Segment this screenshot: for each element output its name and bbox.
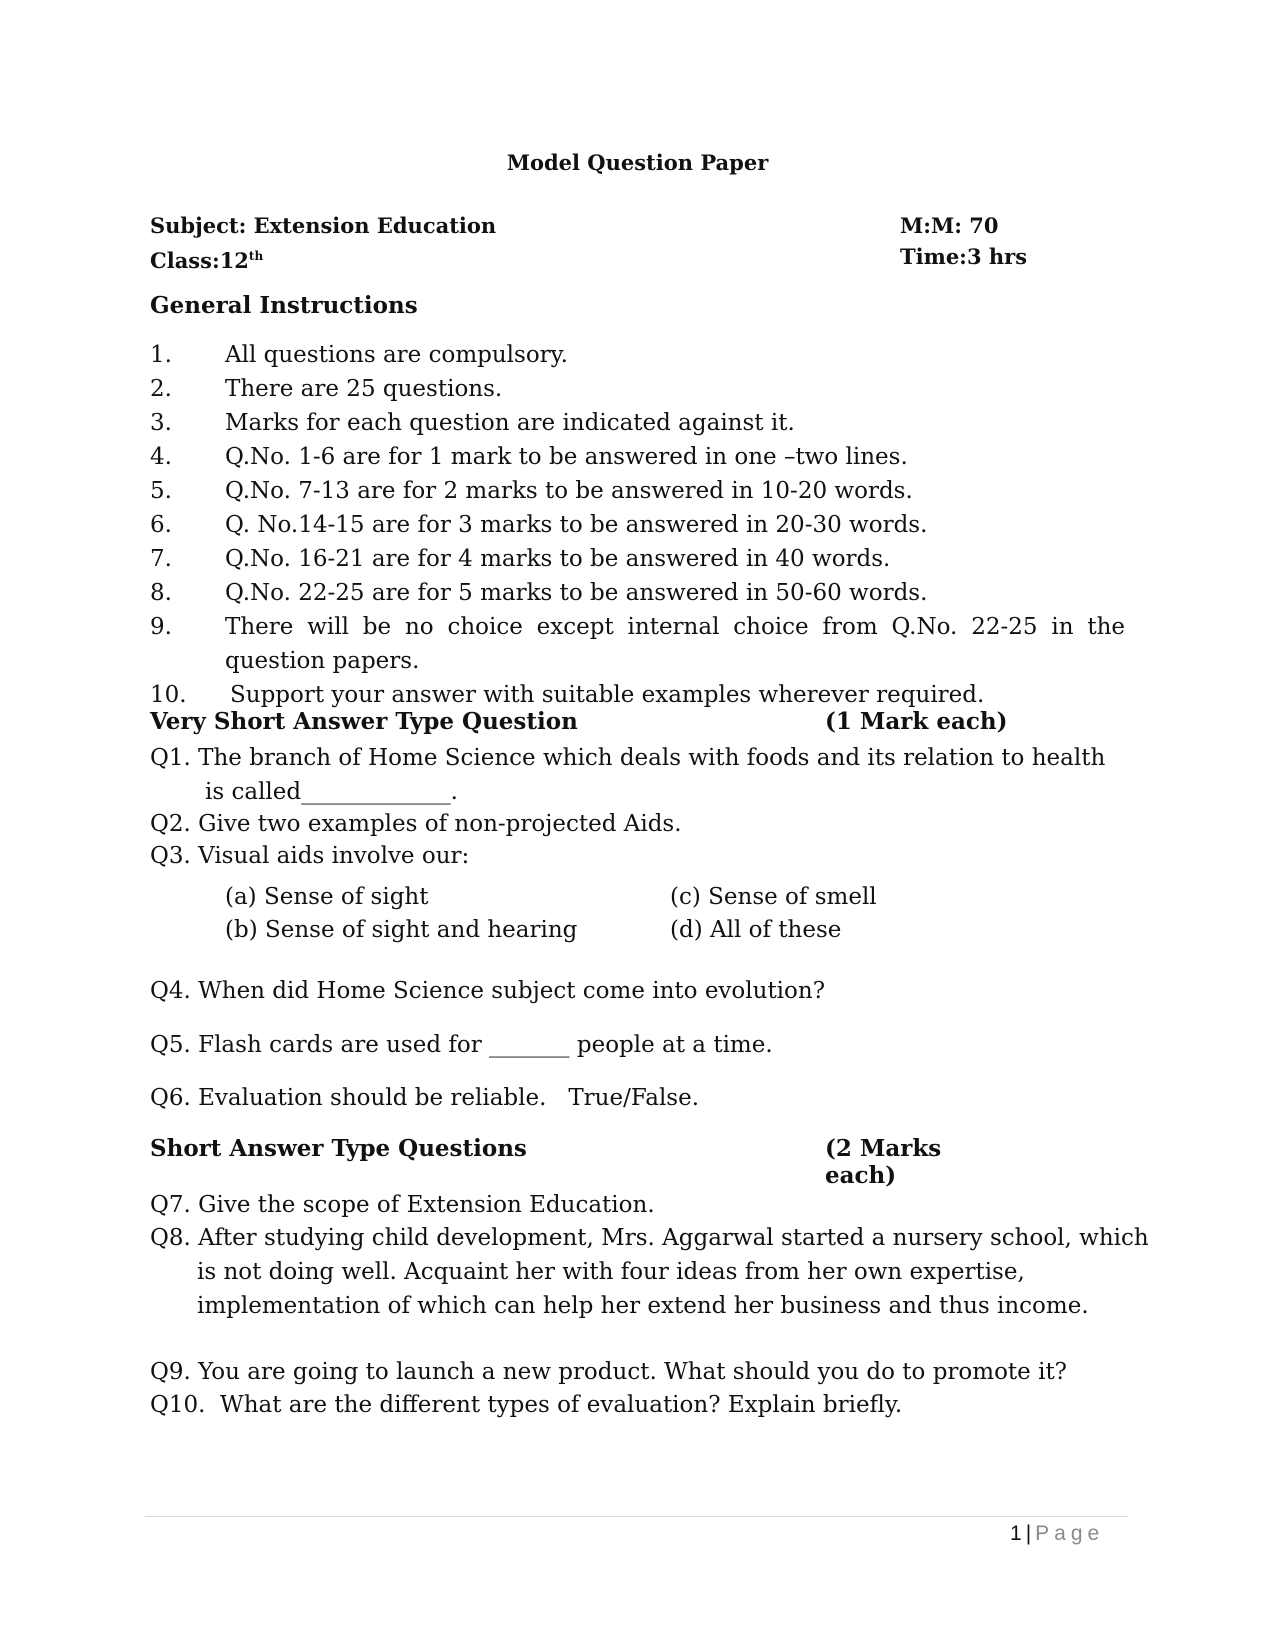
time-allowed: Time:3 hrs (900, 244, 1028, 269)
option-a: (a) Sense of sight (225, 884, 429, 910)
question-8: Q8. After studying child development, Mrs. Aggarwal started a nursery school, which is not doing well. Acquaint her with four ideas from her own expertise, implementation of which can help her extend her business and thus income. (150, 1225, 1149, 1319)
option-d: (d) All of these (670, 917, 842, 943)
class-line (150, 241, 496, 276)
option-c: (c) Sense of smell (670, 884, 877, 910)
instruction-item (150, 542, 1125, 576)
instructions-list (150, 338, 1125, 712)
instruction-number: 8. (150, 580, 172, 606)
instruction-number: 1. (150, 342, 172, 368)
instruction-item (150, 406, 1125, 440)
instruction-text: Q.No. 1-6 are for 1 mark to be answered in one –two lines. (225, 444, 908, 470)
question-9: Q9. You are going to launch a new product. What should you do to promote it? (150, 1359, 1068, 1385)
page-title: Model Question Paper (506, 150, 769, 175)
page-footer (1010, 1522, 1104, 1546)
instruction-item (150, 372, 1125, 406)
instruction-item (150, 338, 1125, 372)
question-4: Q4. When did Home Science subject come into evolution? (150, 978, 826, 1004)
question-7: Q7. Give the scope of Extension Education. (150, 1192, 655, 1218)
instruction-item (150, 610, 1125, 678)
section-b-marks: (2 Marks each) (825, 1135, 942, 1189)
option-b: (b) Sense of sight and hearing (225, 917, 578, 943)
instruction-text: All questions are compulsory. (225, 342, 568, 368)
instruction-number: 10. (150, 682, 187, 708)
page-number: 1 (1010, 1522, 1022, 1545)
section-a-marks: (1 Mark each) (825, 708, 1008, 735)
question-6: Q6. Evaluation should be reliable. True/False. (150, 1085, 700, 1111)
instruction-number: 6. (150, 512, 172, 538)
instruction-text: Q.No. 7-13 are for 2 marks to be answered in 10-20 words. (225, 478, 913, 504)
instruction-text: Support your answer with suitable examples wherever required. (230, 682, 985, 708)
instruction-item (150, 678, 1125, 712)
max-marks: M:M: 70 (900, 213, 999, 238)
instruction-number: 3. (150, 410, 172, 436)
instruction-item (150, 508, 1125, 542)
instruction-number: 4. (150, 444, 172, 470)
instruction-text: Marks for each question are indicated against it. (225, 410, 795, 436)
question-3: Q3. Visual aids involve our: (150, 843, 470, 869)
instruction-text: Q.No. 16-21 are for 4 marks to be answered in 40 words. (225, 546, 891, 572)
instruction-item (150, 440, 1125, 474)
footer-separator: | (1025, 1522, 1032, 1545)
question-2: Q2. Give two examples of non-projected Aids. (150, 811, 682, 837)
question-1: Q1. The branch of Home Science which deals with foods and its relation to health is called_____________. (150, 745, 1106, 805)
instruction-item (150, 576, 1125, 610)
footer-divider (145, 1516, 1128, 1517)
instruction-number: 7. (150, 546, 172, 572)
class-text: Class:12 (150, 248, 249, 273)
paper-details-left (150, 210, 496, 276)
question-10: Q10. What are the different types of evaluation? Explain briefly. (150, 1392, 903, 1418)
class-suffix: th (248, 249, 264, 263)
question-5: Q5. Flash cards are used for _______ people at a time. (150, 1032, 773, 1058)
instruction-number: 2. (150, 376, 172, 402)
section-a-title: Very Short Answer Type Question (150, 708, 578, 735)
section-b-title: Short Answer Type Questions (150, 1135, 527, 1162)
instruction-number: 9. (150, 614, 172, 640)
instruction-text: There are 25 questions. (225, 376, 503, 402)
instruction-text: Q.No. 22-25 are for 5 marks to be answered in 50-60 words. (225, 580, 928, 606)
subject-line: Subject: Extension Education (150, 213, 497, 238)
instruction-item (150, 474, 1125, 508)
instruction-number: 5. (150, 478, 172, 504)
instruction-text: Q. No.14-15 are for 3 marks to be answered in 20-30 words. (225, 512, 928, 538)
section-b-heading (150, 1135, 1020, 1189)
section-a-heading (150, 708, 1020, 735)
instructions-heading: General Instructions (150, 292, 418, 319)
paper-details-right (900, 210, 1027, 272)
page-label: Page (1035, 1522, 1105, 1545)
instruction-text: There will be no choice except internal choice from Q.No. 22-25 in the question papers. (225, 614, 1125, 674)
